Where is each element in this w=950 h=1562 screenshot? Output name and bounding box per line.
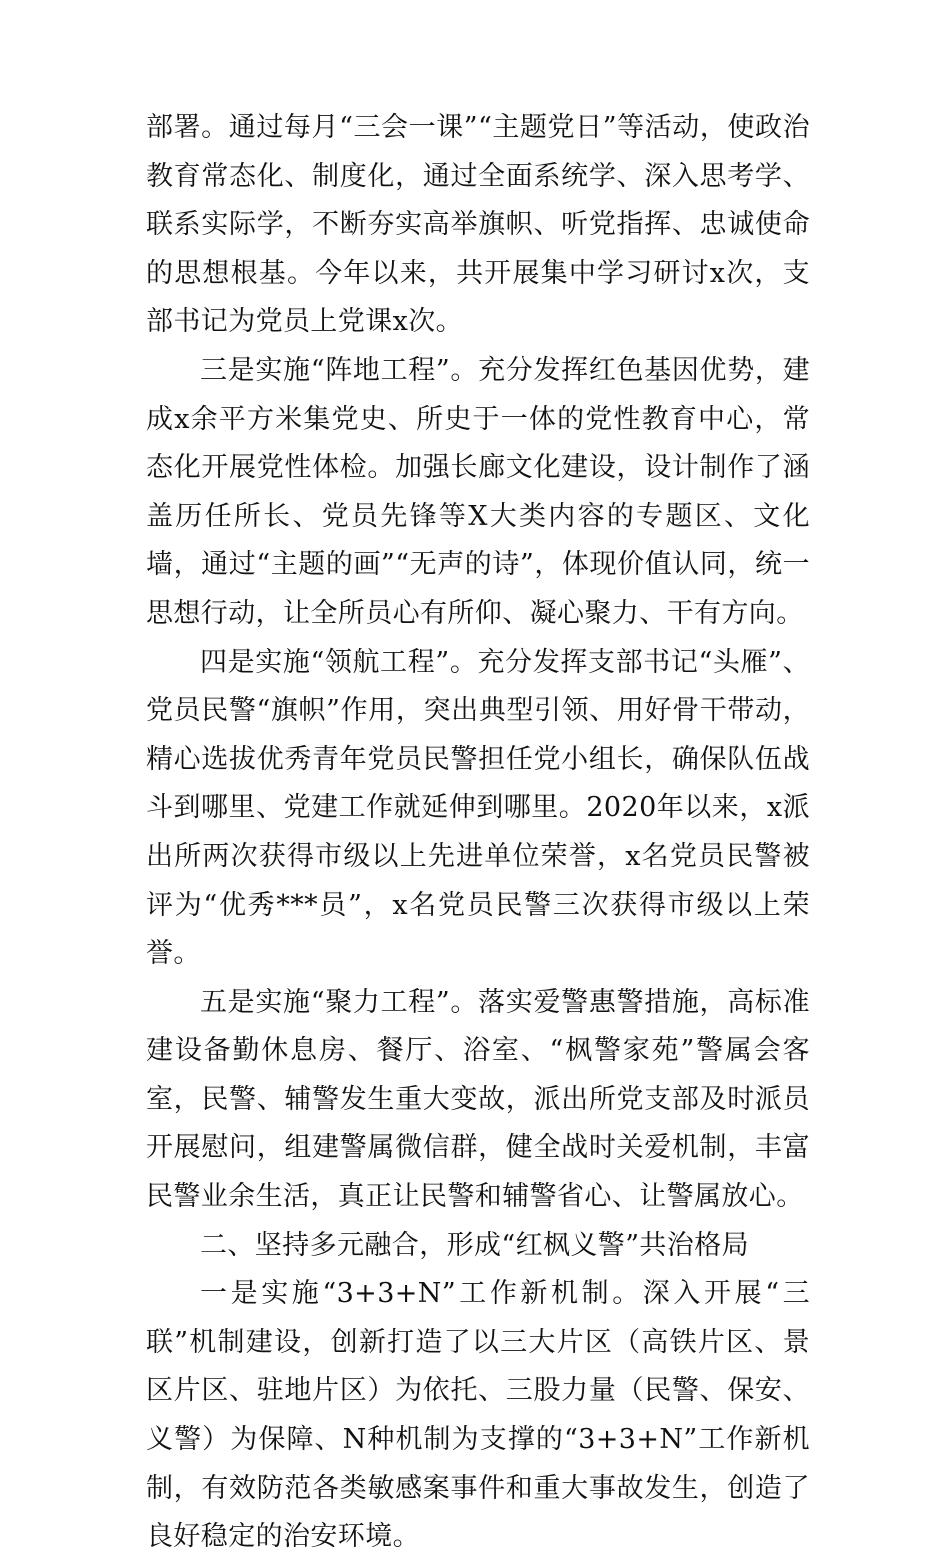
document-body — [146, 104, 810, 1562]
paragraph-6: 一是实施“3+3+N”工作新机制。深入开展“三联”机制建设，创新打造了以三大片区（高铁片区、景区片区、驻地片区）为依托、三股力量（民警、保安、义警）为保障、N种机制为支撑的“3+3+N”工作新机制，有效防范各类敏感案事件和重大事故发生，创造了良好稳定的治安环境。 — [146, 1278, 810, 1553]
paragraph-2: 三是实施“阵地工程”。充分发挥红色基因优势，建成x余平方米集党史、所史于一体的党性教育中心，常态化开展党性体检。加强长廊文化建设，设计制作了涵盖历任所长、党员先锋等X大类内容的专题区、文化墙，通过“主题的画”“无声的诗”，体现价值认同，统一思想行动，让全所员心有所仰、凝心聚力、干有方向。 — [146, 354, 810, 629]
paragraph-1: 部署。通过每月“三会一课”“主题党日”等活动，使政治教育常态化、制度化，通过全面系统学、深入思考学、联系实际学，不断夯实高举旗帜、听党指挥、忠诚使命的思想根基。今年以来，共开展集中学习研讨x次，支部书记为党员上党课x次。 — [146, 112, 810, 338]
paragraph-3: 四是实施“领航工程”。充分发挥支部书记“头雁”、党员民警“旗帜”作用，突出典型引领、用好骨干带动，精心选拔优秀青年党员民警担任党小组长，确保队伍战斗到哪里、党建工作就延伸到哪里。2020年以来，x派出所两次获得市级以上先进单位荣誉，x名党员民警被评为“优秀***员”，x名党员民警三次获得市级以上荣誉。 — [146, 646, 810, 970]
section-heading: 二、坚持多元融合，形成“红枫义警”共治格局 — [200, 1229, 750, 1261]
paragraph-4: 五是实施“聚力工程”。落实爱警惠警措施，高标准建设备勤休息房、餐厅、浴室、“枫警家苑”警属会客室，民警、辅警发生重大变故，派出所党支部及时派员开展慰问，组建警属微信群，健全战时关爱机制，丰富民警业余生活，真正让民警和辅警省心、让警属放心。 — [146, 986, 810, 1213]
